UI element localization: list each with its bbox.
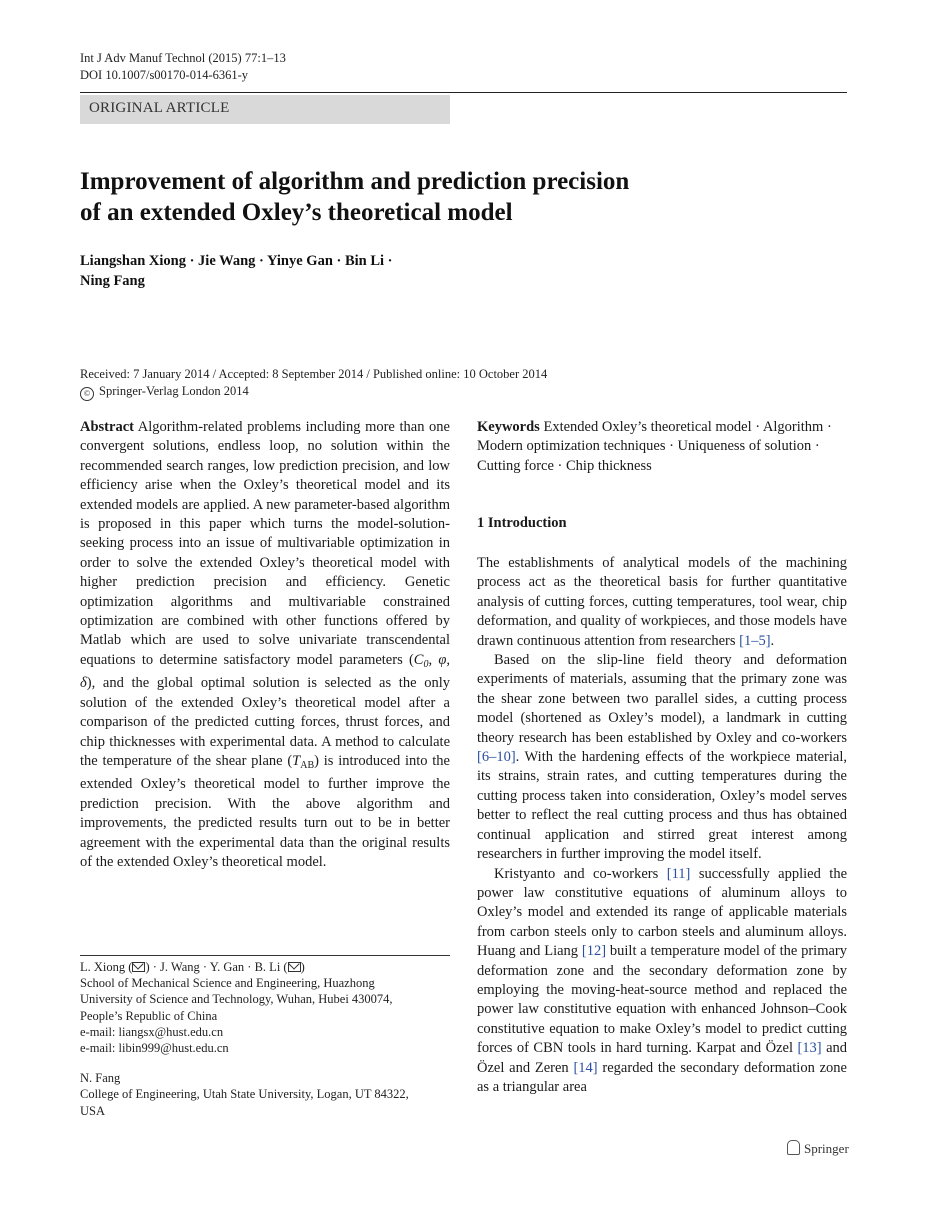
abstract-text-a: Algorithm-related problems including more than one convergent solutions, endless loop, no solution within the recommended search ranges, low prediction precision, and low efficiency arise when the Oxley’s theoretical model and its extended models are applied. A new parameter-based algorithm is proposed in this paper which turns the model-solution-seeking process into an issue of multivariable optimization in order to solve the extended Oxley’s theoretical model with higher prediction precision and efficiency. Genetic optimization algorithms and multivariable constrained optimization are combined with other functions offered by Matlab which are used to solve univariate transcendental equations to determine satisfactory model parameters (: [80, 419, 450, 668]
abstract: [80, 418, 450, 872]
institution-line: University of Science and Technology, Wuhan, Hubei 430074,: [80, 992, 393, 1007]
keywords: [477, 418, 847, 476]
footnote-rule: [80, 955, 450, 956]
copyright-line: [80, 383, 547, 401]
institution-line: College of Engineering, Utah State University, Logan, UT 84322,: [80, 1087, 409, 1102]
intro-paragraph-1: The establishments of analytical models of the machining process act as the theoretical basis for further quantitative analysis of cutting forces, cutting temperatures, tool wear, chip deformation, and quality of workpieces, and those models have drawn continuous attention from researchers [1–5].: [477, 555, 847, 649]
doi: DOI 10.1007/s00170-014-6361-y: [80, 68, 249, 82]
article-type-banner: [80, 95, 450, 124]
intro-paragraph-2: Based on the slip-line field theory and deformation experiments of materials, assuming that the primary zone was the shear zone between two parallel sides, a cutting process model (shortened as Oxley’s model), a landmark in cutting theory research has been established by Oxley and co-workers [6–10]. With the hardening effects of the workpiece material, its strains, strain rates, and cutting temperatures during the cutting process taken into consideration, Oxley’s model serves better to reflect the real cutting process and thus has obtained continual application and stirred great interest among researchers in further improving the model itself.: [477, 652, 847, 863]
email-line[interactable]: e-mail: libin999@hust.edu.cn: [80, 1041, 229, 1056]
envelope-icon: [288, 962, 301, 972]
keywords-paragraph: [477, 418, 847, 476]
abstract-text-c: ) is introduced into the extended Oxley’s theoretical model to further improve the prediction precision. With the above algorithm and improvements, the predicted results turn out to be in better agreement with the experimental data than the original results of the extended Oxley’s theoretical model.: [80, 752, 450, 870]
journal-header: [80, 50, 286, 84]
abstract-paragraph: [80, 418, 450, 872]
author-list: [80, 251, 480, 291]
publisher-logo: [787, 1140, 849, 1157]
introduction-body: [477, 554, 847, 1097]
affiliation-author-2: N. Fang: [80, 1071, 121, 1086]
publisher-name: Springer: [804, 1141, 849, 1156]
authors-line-1: Liangshan Xiong · Jie Wang · Yinye Gan · Bin Li ·: [80, 253, 393, 269]
citation-link[interactable]: [14]: [573, 1059, 598, 1076]
keywords-text: Extended Oxley’s theoretical model · Algorithm · Modern optimization techniques · Uniqueness of solution · Cutting force · Chip thickness: [477, 419, 832, 474]
paper-title: [80, 166, 780, 228]
institution-line: People’s Republic of China: [80, 1008, 218, 1023]
header-rule: [80, 92, 847, 93]
springer-horse-icon: [787, 1140, 800, 1155]
param-tab: $T_{AB}$: [292, 752, 315, 771]
citation-link[interactable]: [12]: [581, 943, 607, 960]
abstract-label: Abstract: [80, 419, 134, 435]
affiliation-authors: L. Xiong ( ) · J. Wang · Y. Gan · B. Li ( ): [80, 960, 305, 974]
param-phi-delta: , φ, δ: [80, 651, 450, 692]
citation-link[interactable]: [13]: [797, 1040, 822, 1057]
institution-line: USA: [80, 1103, 106, 1118]
envelope-icon: [132, 962, 145, 972]
email-line[interactable]: e-mail: liangsx@hust.edu.cn: [80, 1024, 224, 1039]
param-c0: $C_0$: [413, 651, 429, 670]
section-heading-introduction: 1 Introduction: [477, 515, 567, 531]
copyright-text: Springer-Verlag London 2014: [99, 384, 249, 398]
citation-link[interactable]: [11]: [666, 865, 691, 882]
title-line-1: Improvement of algorithm and prediction precision: [80, 168, 630, 195]
article-type-label: ORIGINAL ARTICLE: [89, 100, 230, 116]
authors-line-2: Ning Fang: [80, 273, 145, 289]
journal-citation: Int J Adv Manuf Technol (2015) 77:1–13: [80, 51, 286, 65]
publication-history: [80, 366, 547, 401]
affiliations: [80, 959, 450, 1119]
keywords-label: Keywords: [477, 419, 540, 435]
dates-line: Received: 7 January 2014 / Accepted: 8 September 2014 / Published online: 10 October 2014: [80, 367, 548, 381]
citation-link[interactable]: [1–5]: [739, 632, 771, 649]
citation-link[interactable]: [6–10]: [477, 749, 516, 766]
copyright-icon: ©: [80, 387, 94, 401]
institution-line: School of Mechanical Science and Engineering, Huazhong: [80, 976, 375, 991]
abstract-text-b: ), and the global optimal solution is selected as the only solution of the extended Oxley’s theoretical model after a comparison of the predicted cutting forces, thrust forces, and chip thicknesses with experimental data. A method to calculate the temperature of the shear plane (: [80, 675, 450, 769]
intro-paragraph-3: Kristyanto and co-workers [11] successfully applied the power law constitutive equations of aluminum alloys to Oxley’s model and extended its range of applicable materials from carbon steels only to carbon steels and aluminum alloys. Huang and Liang [12] built a temperature model of the primary deformation zone and the secondary deformation zone by employing the moving-heat-source method and replaced the power law constitutive equation with enhanced Johnson–Cook constitutive equation to make Oxley’s model to predict cutting forces of CBN tools in hard turning. Karpat and Özel [13] and Özel and Zeren [14] regarded the secondary deformation zone as a triangular area: [477, 865, 848, 1095]
title-line-2: of an extended Oxley’s theoretical model: [80, 199, 513, 226]
